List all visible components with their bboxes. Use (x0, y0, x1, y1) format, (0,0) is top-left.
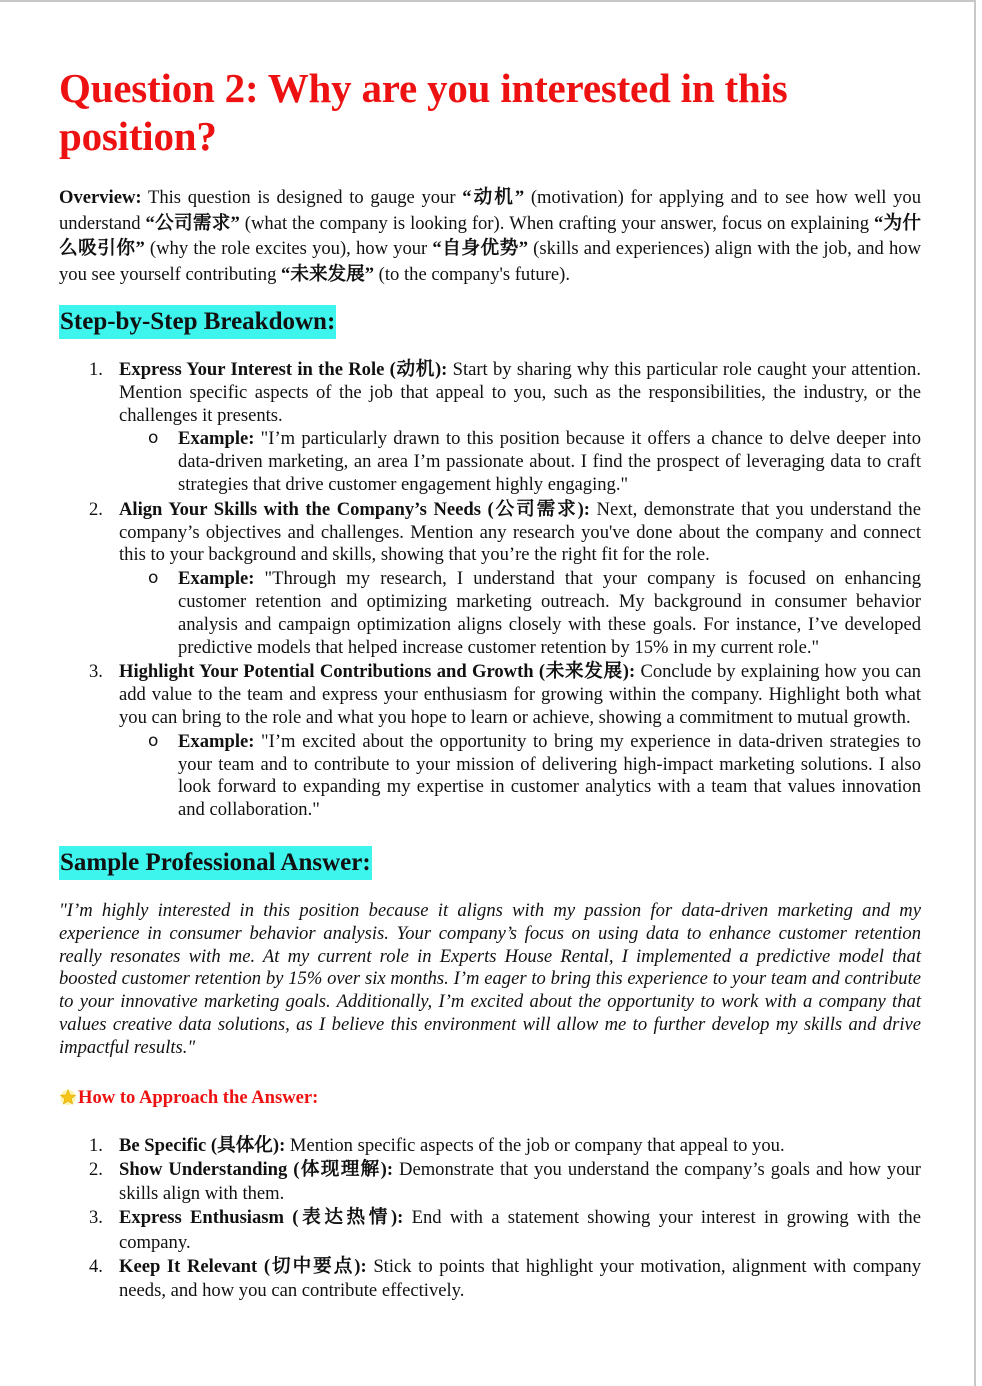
tips-list (59, 1134, 921, 1304)
step-text: Start by sharing why this particular role caught your attention. Mention specific aspects of the job that appeal to you, such as the responsibilities, the industry, or the challenges it presents. (119, 359, 921, 426)
overview-text: (motivation) for applying and to see how well you understand (59, 187, 921, 234)
steps-list (59, 359, 921, 822)
keyword-motivation: “动机” (462, 187, 525, 208)
tip-text: Stick to points that highlight your motivation, alignment with company needs, and how you can contribute effectively. (119, 1256, 921, 1302)
bullet-icon: o (148, 730, 159, 751)
list-number: 2. (89, 1158, 103, 1180)
glowing-star-icon (59, 1088, 77, 1106)
keyword-why-attractive: “为什么吸引你” (59, 212, 921, 259)
example-label: Example: (178, 428, 255, 450)
step-by-step-heading: Step-by-Step Breakdown: (59, 305, 336, 339)
step-text: Conclude by explaining how you can add value to the team and express your enthusiasm for growing within the company. Highlight both what you can bring to the role and what you hope to learn or achieve, showing a commitment to mutual growth. (119, 661, 921, 728)
example-text: "I’m excited about the opportunity to bring my experience in data-driven strategies to your team and to contribute to your mission of delivering high-impact marketing solutions. I also look forward to expanding my expertise in customer analytics with a team that values innovation and collaboration." (178, 730, 921, 821)
tip-title: Keep It Relevant (切中要点): (119, 1256, 367, 1277)
list-item (89, 1158, 921, 1207)
tip-text: End with a statement showing your interest in growing with the company. (119, 1207, 921, 1253)
overview-text: (skills and experiences) align with the job, and how you see yourself contributing (59, 238, 921, 285)
overview-label: Overview: (59, 187, 142, 208)
bullet-icon: o (148, 428, 159, 449)
list-number: 1. (89, 359, 103, 380)
example-text: "I’m particularly drawn to this position because it offers a chance to delve deeper into data-driven marketing, an area I’m passionate about. I find the prospect of leveraging data to craft strategies that drive customer engagement highly engaging." (178, 428, 921, 495)
keyword-company-needs: “公司需求” (145, 212, 240, 234)
tip-title: Express Enthusiasm (表达热情): (119, 1207, 404, 1229)
list-item (89, 1206, 921, 1255)
approach-heading: How to Approach the Answer: (78, 1086, 319, 1108)
list-number: 2. (89, 498, 103, 520)
sample-answer-paragraph: "I’m highly interested in this position because it aligns with my passion for data-driven marketing and my experience in consumer behavior analysis. Your company’s focus on using data to enhance customer retention really resonates with me. At my current role in Experts House Rental, I implemented a predictive model that boosted customer retention by 15% over six months. I’m eager to bring this experience to your team and contribute to your innovative marketing goals. Additionally, I’m excited about the opportunity to work with a company that values creative data solutions, as I believe this environment will allow me to further develop my skills and drive impactful results." (59, 899, 921, 1058)
example-list (119, 731, 921, 822)
approach-heading-row (59, 1086, 921, 1110)
keyword-strengths: “自身优势” (432, 238, 528, 259)
list-item (89, 498, 921, 660)
example-text: "Through my research, I understand that your company is focused on enhancing customer retention and optimizing marketing outreach. My background in consumer behavior analysis and campaign optimization aligns closely with these goals. For instance, I’ve developed predictive models that helped increase customer retention by 15% in my current role." (178, 568, 921, 658)
list-item (89, 1255, 921, 1304)
document-content (59, 64, 921, 1304)
list-item (89, 661, 921, 822)
keyword-future: “未来发展” (281, 263, 375, 285)
overview-text: (what the company is looking for). When crafting your answer, focus on explaining (239, 212, 874, 234)
bullet-icon: o (148, 568, 159, 589)
example-label: Example: (178, 568, 255, 590)
list-item (148, 568, 921, 659)
list-item (89, 359, 921, 497)
tip-text: Demonstrate that you understand the company’s goals and how your skills align with them. (119, 1158, 921, 1205)
tip-title: Be Specific (具体化): (119, 1134, 286, 1156)
overview-text: (why the role excites you), how your (144, 238, 433, 259)
step-title: Align Your Skills with the Company’s Needs (公司需求): (119, 498, 590, 520)
example-label: Example: (178, 730, 255, 752)
tip-text: Mention specific aspects of the job or company that appeal to you. (285, 1134, 785, 1156)
overview-paragraph (59, 185, 921, 287)
page-title: Question 2: Why are you interested in this position? (59, 65, 788, 159)
step-title: Highlight Your Potential Contributions and Growth (未来发展): (119, 661, 636, 683)
list-item (148, 730, 921, 822)
sample-answer-heading: Sample Professional Answer: (59, 846, 372, 880)
list-item (148, 428, 921, 496)
step-title: Express Your Interest in the Role (动机): (119, 359, 448, 380)
overview-text: (to the company's future). (374, 263, 570, 285)
example-list (119, 568, 921, 659)
list-number: 4. (89, 1256, 103, 1277)
overview-text: This question is designed to gauge your (141, 187, 463, 208)
step-text: Next, demonstrate that you understand the company’s objectives and challenges. Mention any research you've done about the company and connect this to your background and skills, showing that you’re the right fit for the role. (119, 498, 921, 566)
list-item (89, 1134, 921, 1158)
tip-title: Show Understanding (体现理解): (119, 1158, 394, 1180)
example-list (119, 428, 921, 496)
list-number: 3. (89, 661, 103, 683)
list-number: 3. (89, 1207, 103, 1229)
list-number: 1. (89, 1134, 103, 1156)
